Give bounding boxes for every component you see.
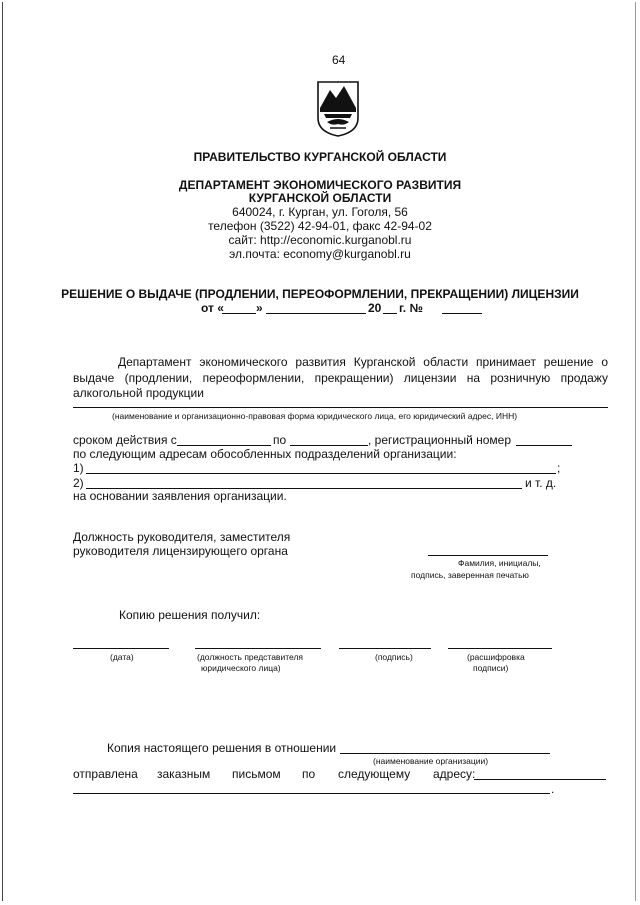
receipt-decode-field[interactable] — [448, 648, 552, 649]
position-line1: Должность руководителя, заместителя — [73, 530, 291, 544]
reg-number-label: , регистрационный номер — [368, 433, 512, 447]
month-field[interactable] — [266, 313, 366, 314]
paragraph-line3: алкогольной продукции — [73, 386, 204, 400]
term-to-label: по — [273, 433, 287, 447]
sign-caption: подпись, заверенная печатью — [411, 570, 529, 580]
department-site: сайт: http://economic.kurganobl.ru — [228, 233, 412, 247]
address-1-field[interactable] — [86, 473, 556, 474]
receipt-title: Копию решения получил: — [119, 608, 261, 622]
kurgan-coat-of-arms-icon — [316, 80, 360, 138]
number-label: г. № — [399, 301, 423, 315]
mailing-word-5: следующему — [338, 767, 411, 781]
department-title-line2: КУРГАНСКОЙ ОБЛАСТИ — [248, 191, 392, 205]
receipt-position-field[interactable] — [195, 648, 321, 649]
receipt-signature-field[interactable] — [339, 648, 431, 649]
date-close: » — [256, 301, 263, 315]
copy-text: Копия настоящего решения в отношении — [107, 741, 337, 755]
paragraph-line2: выдаче (продлении, переоформлении, прекращении) лицензии на розничную продажу — [73, 371, 608, 385]
date-prefix: от « — [201, 301, 224, 315]
receipt-decode-caption-line2: подписи) — [473, 663, 509, 673]
name-caption: Фамилия, инициалы, — [458, 558, 541, 568]
year-prefix: 20 — [368, 301, 382, 315]
addresses-intro: по следующим адресам обособленных подразделений организации: — [73, 447, 457, 461]
government-title: ПРАВИТЕЛЬСТВО КУРГАНСКОЙ ОБЛАСТИ — [193, 150, 447, 164]
day-field[interactable] — [222, 313, 256, 314]
mailing-address-field[interactable] — [474, 779, 606, 780]
reg-number-field[interactable] — [516, 445, 572, 446]
address-1-label: 1) — [73, 461, 84, 475]
receipt-date-field[interactable] — [73, 648, 169, 649]
department-address: 640024, г. Курган, ул. Гоголя, 56 — [232, 205, 408, 219]
department-phone: телефон (3522) 42-94-01, факс 42-94-02 — [208, 219, 432, 233]
organization-name-field[interactable] — [73, 407, 608, 408]
department-title-line1: ДЕПАРТАМЕНТ ЭКОНОМИЧЕСКОГО РАЗВИТИЯ — [178, 178, 462, 192]
mailing-org-caption: (наименование организации) — [373, 756, 489, 766]
mailing-word-3: письмом — [232, 767, 281, 781]
receipt-decode-caption-line1: (расшифровка — [467, 652, 525, 662]
department-email: эл.почта: economy@kurganobl.ru — [229, 247, 411, 261]
mailing-end-dot: . — [551, 782, 555, 796]
mailing-word-1: отправлена — [73, 767, 138, 781]
term-to-field[interactable] — [290, 445, 368, 446]
mailing-word-6: адресу: — [433, 767, 476, 781]
mailing-word-2: заказным — [157, 767, 211, 781]
term-from-field[interactable] — [177, 445, 271, 446]
mailing-org-field[interactable] — [340, 753, 550, 754]
address-2-end: и т. д. — [525, 476, 557, 490]
position-line2: руководителя лицензирующего органа — [73, 544, 288, 558]
basis-text: на основании заявления организации. — [73, 489, 287, 503]
signature-field[interactable] — [428, 555, 548, 556]
page-number: 64 — [332, 53, 346, 67]
receipt-date-caption: (дата) — [110, 652, 134, 662]
mailing-address-field-2[interactable] — [73, 793, 550, 794]
term-from-label: сроком действия с — [73, 433, 177, 447]
organization-caption: (наименование и организационно-правовая форма юридического лица, его юридический адрес, ИНН) — [112, 411, 518, 421]
decision-title: РЕШЕНИЕ О ВЫДАЧЕ (ПРОДЛЕНИИ, ПЕРЕОФОРМЛЕНИИ, ПРЕКРАЩЕНИИ) ЛИЦЕНЗИИ — [61, 287, 579, 301]
year-field[interactable] — [383, 313, 397, 314]
receipt-rep-caption-line2: юридического лица) — [201, 663, 281, 673]
address-1-end: ; — [557, 461, 561, 475]
number-field[interactable] — [442, 313, 482, 314]
receipt-signature-caption: (подпись) — [375, 652, 413, 662]
mailing-word-4: по — [302, 767, 316, 781]
address-2-label: 2) — [73, 476, 84, 490]
receipt-rep-caption-line1: (должность представителя — [197, 652, 304, 662]
paragraph-line1: Департамент экономического развития Курганской области принимает решение о — [118, 355, 608, 369]
